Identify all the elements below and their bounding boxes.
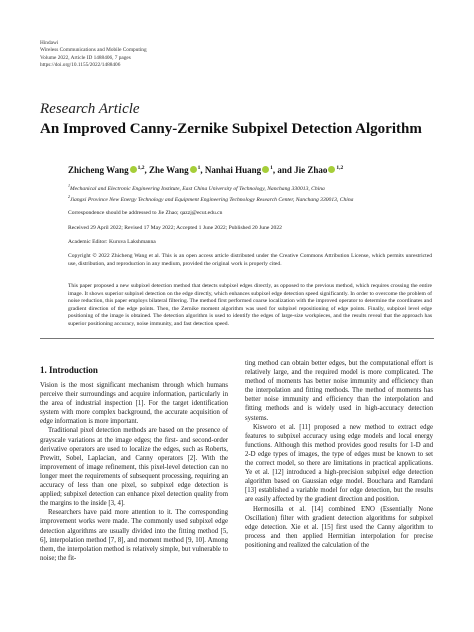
journal-meta [40,40,147,70]
orcid-icon[interactable] [130,166,137,173]
left-column [40,381,228,563]
affiliations [68,182,438,204]
orcid-icon[interactable] [190,166,197,173]
author-separator: , [144,165,149,175]
affiliation-item [68,182,438,193]
author-affil-sup: 1,2 [336,165,344,171]
academic-editor-line: Academic Editor: Kuruva Lakshmanna [68,239,156,245]
author-affil-sup: 1 [270,165,273,171]
volume-line: Volume 2022, Article ID 1488406, 7 pages [40,54,131,61]
publisher-name: Hindawi [40,40,59,46]
paragraph: Traditional pixel detection methods are based on the presence of grayscale variations at the image edges; the first- and second-order derivative operators are used to localize the edges, such as Roberts, Prewitt, Sobel, Laplacian, and Canny operators [2]. With the improvement of image refinement, this pixel-level detection can no longer meet the requirements of subsequent processing, requiring an accuracy of less than one pixel, so subpixel edge detection is applied; subpixel detection can enhance pixel detection quality from the margins to the inside [3, 4]. [40,427,228,508]
paragraph: ting method can obtain better edges, but the computational effort is relatively large, and the required model is more complicated. The method of moments has better noise immunity and efficiency than the interpolation and fitting methods. The method of moments has better noise immunity and efficiency than the interpolation and fitting methods and is widely used in high-accuracy detection systems. [245,360,433,422]
journal-name: Wireless Communications and Mobile Computing [40,47,147,54]
paragraph: Hermosilla et al. [14] combined ENO (Essentially None Oscillation) filter with gradient detection algorithms for subpixel edge detection. Xie et al. [15] first used the Canny algorithm to process and then applied Hermitian interpolation for precise positioning and realized the calculation of the [245,505,433,549]
author-name: Jie Zhao [294,165,328,175]
section-heading: 1. Introduction [40,365,98,375]
affiliation-number: 2 [68,194,70,200]
article-type: Research Article [40,101,140,117]
section-divider [40,338,434,339]
right-column [245,359,433,550]
author-affil-sup: 1,2 [137,165,145,171]
abstract-text: This paper proposed a new subpixel detection method that detects subpixel edges directly, as opposed to the previous method, which requires crossing the entire image. It shows superior subpixel detection on the edge directly, which enhances subpixel edge detection speed significantly. In order to overcome the problem of noise reduction, this paper employs bilateral filtering. The method first performed coarse localization with the improved operator to determine the coordinates and gradient direction of the edge points. Then, the Zernike moment algorithm was used for subpixel repositioning of edge points. Finally, subpixel level edge positioning of the image is obtained. The detection algorithm is used to identify the edges of large-size workpieces, and the results reveal that the approach has superior positioning accuracy, noise immunity, and fast detection speed. [68,283,432,327]
paragraph: Vision is the most significant mechanism through which humans perceive their surroundings and acquire information, particularly in the area of industrial inspection [1]. For the target identification system with more complex background, the accurate acquisition of edge information is more important. [40,382,228,426]
author-name: Zhe Wang [148,165,189,175]
orcid-icon[interactable] [262,166,269,173]
author-affil-sup: 1 [197,165,201,171]
affiliation-number: 1 [68,183,70,188]
author-list [68,165,343,175]
copyright-notice: Copyright © 2022 Zhicheng Wang et al. This is an open access article distributed under the Creative Commons Attribution License, which permits unrestricted use, distribution, and reproduction in any medium, provided the original work is properly cited. [68,253,432,267]
paper-title: An Improved Canny-Zernike Subpixel Detection Algorithm [40,121,422,137]
author-separator: , [200,165,205,175]
doi-link[interactable]: https://doi.org/10.1155/2022/1488406 [40,62,121,69]
paragraph: Researchers have paid more attention to it. The corresponding improvement works were made. The commonly used subpixel edge detection algorithms are usually divided into the fitting method [5, 6], interpolation method [7, 8], and moment method [9, 10]. Among them, the interpolation method is relatively simple, but vulnerable to noise; the fit- [40,509,228,562]
paragraph: Kisworo et al. [11] proposed a new method to extract edge features to subpixel accuracy using edge models and local energy functions. Although this method provides good results for 1-D and 2-D edge types of images, the type of edges must be known to set the correct model, so there are limitations in practical applications. Ye et al. [12] introduced a high-precision subpixel edge detection algorithm based on Gaussian edge model. Bouchara and Ramdani [13] established a variable model for edge detection, but the results are easily affected by the gradient direction and position. [245,423,433,504]
affiliation-text: Jiangxi Province New Energy Technology and Equipment Engineering Technology Research Center, Nanchang 330013, China [70,197,354,204]
orcid-icon[interactable] [328,166,335,173]
author-separator: , and [272,165,295,175]
affiliation-item [68,193,438,204]
dates-line: Received 29 April 2022; Revised 17 May 2022; Accepted 1 June 2022; Published 20 June 2022 [68,225,282,231]
author-name: Nanhai Huang [204,165,262,175]
correspondence-line: Correspondence should be addressed to Jie Zhao; qazzj@ecut.edu.cn [68,210,223,216]
author-name: Zhicheng Wang [68,165,129,175]
affiliation-text: Mechanical and Electronic Engineering Institute, East China University of Technology, Nanchang 330013, China [70,185,325,192]
